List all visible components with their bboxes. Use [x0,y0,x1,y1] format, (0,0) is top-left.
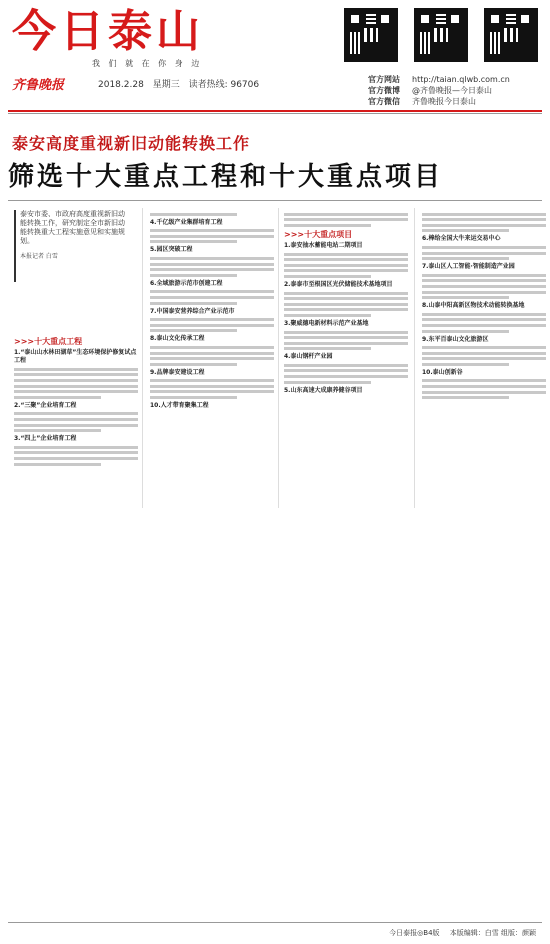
article-intro [20,210,130,261]
list-item: 10.泰山创新谷 [422,368,463,376]
intro-text: 泰安市委、市政府高度重视新旧动能转换工作，研究制定全市新旧动能转换重大工程实施意见和实施规划。 [20,210,125,245]
list-item: 9.品牌泰安建设工程 [150,368,205,376]
list-item: 4.泰山钢杆产业园 [284,353,333,361]
newspaper-brand: 齐鲁晚报 [12,78,65,93]
column-rule [278,208,279,508]
header-divider [8,113,542,114]
page-number: 今日泰报◎B4版 [389,929,440,937]
social-links [368,74,510,107]
column-rule [414,208,415,508]
column-rule [142,208,143,508]
list-item: 7.中国泰安营养综合产业示范市 [150,307,235,315]
reader-hotline: 读者热线: 96706 [188,80,260,90]
column-3 [284,210,408,395]
article-headline: 筛选十大重点工程和十大重点项目 [8,162,444,192]
list-item: 1.泰安抽水蓄能电站二期项目 [284,241,363,249]
list-item: 2.泰泰市至根国区光伏储能技术基地项目 [284,280,393,288]
social-website: 官方网站 http://taian.qlwb.com.cn [368,75,510,84]
issue-weekday: 星期三 [152,80,180,90]
page-footer [381,928,536,938]
section-heading: >>>十大重点工程 [14,337,83,346]
qr-code-icon [414,8,468,62]
dateline [98,77,265,90]
list-item: 7.泰山区人工智能·智能制造产业园 [422,263,515,271]
list-item: 5.园区突破工程 [150,246,193,254]
list-item: 10.人才带育聚集工程 [150,402,209,410]
masthead-title: 今日泰山 [12,6,204,57]
list-item: 3.“四上”企业培育工程 [14,435,77,443]
list-item: 4.千亿级产业集群培育工程 [150,218,223,226]
qr-code-icon [344,8,398,62]
column-1 [14,338,138,468]
header-divider [8,110,542,112]
article-subhead: 泰安高度重视新旧动能转换工作 [12,134,251,153]
list-item: 1.“泰山山水林田湖草”生态环境保护修复试点工程 [14,349,137,365]
list-item: 8.山泰中阳高新区物技术动能转换基地 [422,302,525,310]
headline-divider [8,200,542,201]
issue-date: 2018.2.28 [98,80,144,90]
staff-credits: 本版编辑：白雪 组版：颜颖 [449,929,536,937]
column-2 [150,210,274,410]
qr-code-icon [484,8,538,62]
byline: 本报记者 白雪 [20,253,58,260]
list-item: 8.泰山文化传承工程 [150,335,205,343]
social-weibo: 官方微博 @齐鲁晚报—今日泰山 [368,86,492,95]
list-item: 6.全域旅游示范市创建工程 [150,279,223,287]
list-item: 9.东平百泰山文化旅游区 [422,335,489,343]
social-wechat: 官方微信 齐鲁晚报今日泰山 [368,97,476,106]
list-item: 6.棒给全国大牛来运交易中心 [422,235,501,243]
section-heading: >>>十大重点项目 [284,229,353,239]
footer-divider [8,922,542,923]
list-item: 5.山东高速大成康养健谷项目 [284,386,363,394]
list-item: 3.聚威德电新材料示范产业基地 [284,319,369,327]
column-4 [422,210,546,402]
list-item: 2.“三聚”企业培育工程 [14,401,77,409]
masthead-slogan: 我 们 就 在 你 身 边 [92,59,203,68]
